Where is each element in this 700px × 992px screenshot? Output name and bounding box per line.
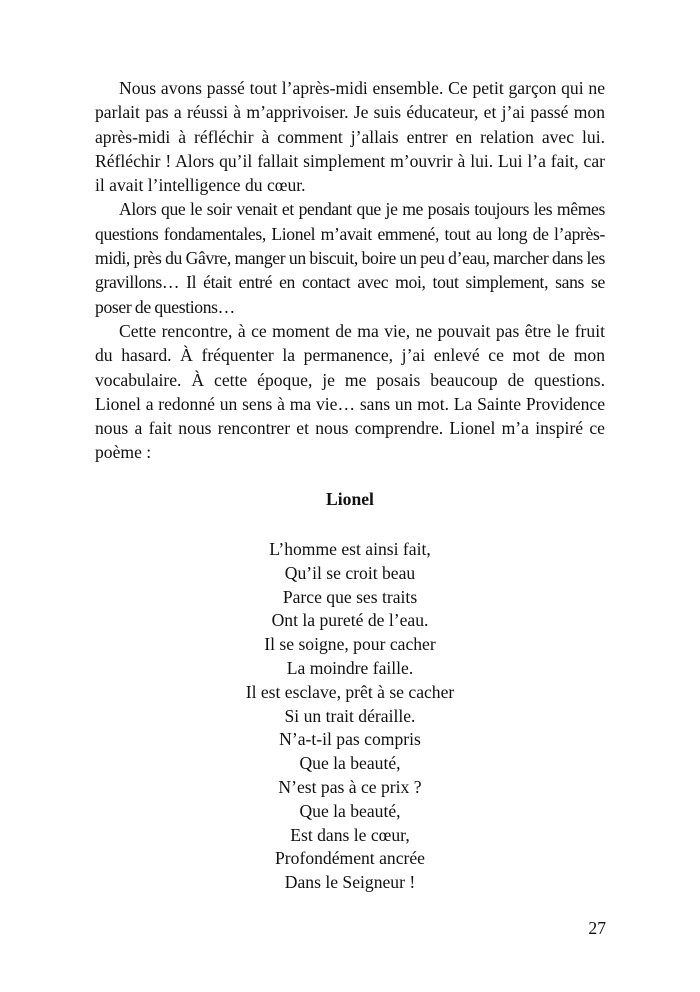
poem-line: Ont la pureté de l’eau. bbox=[271, 610, 429, 631]
poem-line: Qu’il se croit beau bbox=[284, 562, 416, 583]
poem-line: Est dans le cœur, bbox=[290, 824, 410, 845]
poem-line: N’a-t-il pas compris bbox=[279, 729, 421, 750]
poem-line: Que la beauté, bbox=[299, 753, 401, 774]
page-number: 27 bbox=[588, 918, 606, 938]
poem-line: Profondément ancrée bbox=[275, 848, 425, 869]
paragraph-2: Alors que le soir venait et pendant que je me posais toujours les mêmes questions fondamentales, Lionel m’avait emmené, tout au long de l’après-midi, près du Gâvre, manger un biscuit, boire un peu d’eau, marcher dans les gravillons… Il était entré en contact avec moi, tout simplement, sans se poser de questions… bbox=[95, 199, 605, 317]
poem-line: Parce que ses traits bbox=[282, 586, 418, 607]
poem-line: L’homme est ainsi fait, bbox=[269, 539, 431, 559]
poem-line: Que la beauté, bbox=[299, 800, 401, 821]
poem-line: Dans le Seigneur ! bbox=[284, 872, 416, 893]
poem-line: Si un trait déraille. bbox=[284, 705, 416, 726]
body-text bbox=[95, 76, 605, 465]
paragraph-1: Nous avons passé tout l’après-midi ensemble. Ce petit garçon qui ne parlait pas a réussi à m’apprivoiser. Je suis éducateur, et j’ai passé mon après-midi à réfléchir à comment j’allais entrer en relation avec lui. Réfléchir ! Alors qu’il fallait simplement m’ouvrir à lui. Lui l’a fait, car il avait l’intelligence du cœur. bbox=[95, 78, 605, 196]
poem-title: Lionel bbox=[326, 489, 374, 509]
poem-body bbox=[0, 538, 700, 895]
poem-line: Il est esclave, prêt à se cacher bbox=[245, 681, 455, 702]
poem-line: Il se soigne, pour cacher bbox=[264, 634, 436, 655]
paragraph-3: Cette rencontre, à ce moment de ma vie, ne pouvait pas être le fruit du hasard. À fréquenter la permanence, j’ai enlevé ce mot de mon vocabulaire. À cette époque, je me posais beaucoup de questions. Lionel a redonné un sens à ma vie… sans un mot. La Sainte Providence nous a fait nous rencontrer et nous comprendre. Lionel m’a inspiré ce poème : bbox=[95, 320, 605, 463]
poem-line: La moindre faille. bbox=[286, 657, 414, 678]
poem-line: N’est pas à ce prix ? bbox=[278, 776, 422, 797]
